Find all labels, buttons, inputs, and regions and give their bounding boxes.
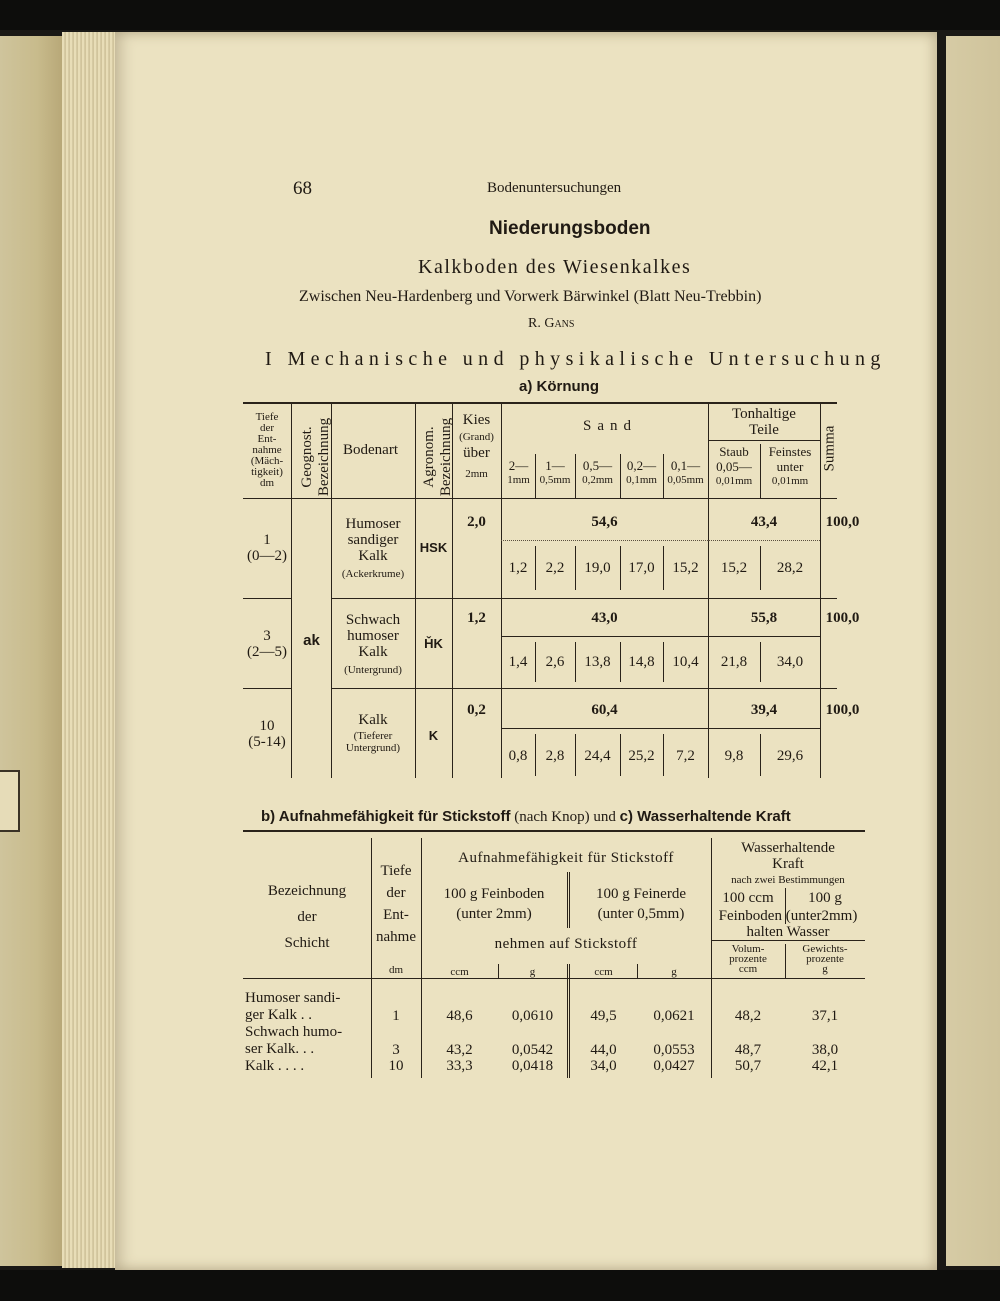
sand-value: 2,8 xyxy=(545,748,565,764)
table-row-label: Kalk . . . . xyxy=(245,1058,305,1074)
value-cell: 50,7 xyxy=(734,1058,762,1074)
vline xyxy=(291,402,292,778)
sand-col-5: 0,1— 0,05mm xyxy=(667,458,704,486)
value-cell: 38,0 xyxy=(811,1042,839,1058)
geognost-cell: ak xyxy=(303,632,320,649)
sand-value: 0,8 xyxy=(508,748,528,764)
author: R. Gans xyxy=(528,316,575,331)
kies-cell: 0,2 xyxy=(467,702,486,718)
feinboden-header: 100 g Feinboden (unter 2mm) xyxy=(443,886,545,922)
vline xyxy=(415,402,416,778)
soil-title: Kalkboden des Wiesenkalkes xyxy=(418,256,692,278)
wasser-halten: halten Wasser xyxy=(746,924,830,940)
sand-value: 1,4 xyxy=(508,654,528,670)
value-cell: 44,0 xyxy=(590,1042,617,1058)
wasser-100ccm: 100 ccm xyxy=(722,890,774,906)
tiefe-unit: dm xyxy=(388,964,404,976)
staub-cell: 9,8 xyxy=(724,748,744,764)
geognost-header: Geognost. Bezeichnung xyxy=(299,417,332,497)
value-cell: 0,0542 xyxy=(511,1042,554,1058)
summa-header: Summa xyxy=(821,425,838,472)
depth-header: Tiefe der Ent- nahme (Mäch- tigkeit) dm xyxy=(250,411,284,489)
value-cell: 0,0610 xyxy=(511,1008,554,1024)
table-row: 3 (2—5) xyxy=(247,628,287,660)
volum-header: Volum- prozente ccm xyxy=(729,943,767,975)
bookmark-tab xyxy=(0,770,20,832)
value-cell: 49,5 xyxy=(590,1008,617,1024)
sand-col-2: 1— 0,5mm xyxy=(539,458,571,486)
staub-header: Staub 0,05— 0,01mm xyxy=(715,444,753,487)
sand-col-3: 0,5— 0,2mm xyxy=(582,458,613,486)
hline xyxy=(331,688,837,689)
ton-total-cell: 55,8 xyxy=(750,610,778,626)
sand-value: 1,2 xyxy=(508,560,528,576)
unit-ccm: ccm xyxy=(450,966,469,978)
hline xyxy=(708,440,820,441)
wasser-header: Wasserhaltende Kraft xyxy=(741,840,835,872)
summa-cell: 100,0 xyxy=(825,610,860,626)
sand-value: 17,0 xyxy=(628,560,655,576)
value-cell: 0,0621 xyxy=(653,1008,695,1024)
location-line: Zwischen Neu-Hardenberg und Vorwerk Bärwinkel (Blatt Neu-Trebbin) xyxy=(299,288,762,305)
vline xyxy=(567,872,568,928)
value-cell: 48,2 xyxy=(734,1008,762,1024)
hline xyxy=(501,728,820,729)
summa-cell: 100,0 xyxy=(825,514,860,530)
value-cell: 0,0427 xyxy=(653,1058,695,1074)
right-page-edge xyxy=(946,36,1000,1266)
sand-value: 10,4 xyxy=(672,654,699,670)
hline xyxy=(243,598,292,599)
kies-cell: 1,2 xyxy=(467,610,486,626)
bodenart-cell: Humoser sandiger Kalk (Ackerkrume) xyxy=(341,516,405,580)
unit-g: g xyxy=(529,966,536,978)
sub-bc-heading: b) Aufnahmefähigkeit für Stickstoff (nach Knop) und c) Wasserhaltende Kraft xyxy=(261,808,791,825)
sand-value: 13,8 xyxy=(584,654,611,670)
table-row: 1 (0—2) xyxy=(247,532,287,564)
feinerde-header: 100 g Feinerde (unter 0,5mm) xyxy=(596,886,686,922)
sand-header: Sand xyxy=(583,418,637,434)
tiefe-cell: 3 xyxy=(392,1042,400,1058)
sub-a-heading: a) Körnung xyxy=(519,378,599,395)
hline xyxy=(243,688,292,689)
dotline xyxy=(501,540,708,541)
table-row: 10 (5-14) xyxy=(248,718,286,750)
page-stack xyxy=(62,32,116,1268)
wasser-100g: 100 g xyxy=(808,890,842,906)
agronom-cell: ȞK xyxy=(424,636,443,651)
sand-value: 25,2 xyxy=(628,748,655,764)
ton-total-cell: 39,4 xyxy=(750,702,778,718)
unit-ccm: ccm xyxy=(594,966,613,978)
feinstes-cell: 28,2 xyxy=(776,560,804,576)
nehmen-header: nehmen auf Stickstoff xyxy=(494,936,638,952)
agronom-cell: K xyxy=(428,728,439,743)
sand-total-cell: 54,6 xyxy=(591,514,618,530)
sand-value: 2,6 xyxy=(545,654,565,670)
value-cell: 43,2 xyxy=(446,1042,473,1058)
bodenart-cell: Kalk (Tieferer Untergrund) xyxy=(345,712,401,754)
hline xyxy=(501,636,820,637)
value-cell: 48,6 xyxy=(446,1008,473,1024)
agronom-cell: HSK xyxy=(419,540,448,555)
table-b-header-rule xyxy=(243,978,865,979)
running-head: Bodenuntersuchungen xyxy=(487,180,622,196)
value-cell: 34,0 xyxy=(590,1058,617,1074)
summa-cell: 100,0 xyxy=(825,702,860,718)
table-row-label: Schwach humo- ser Kalk. . . xyxy=(245,1024,343,1057)
page-number: 68 xyxy=(293,178,312,199)
feinstes-cell: 34,0 xyxy=(776,654,804,670)
gewicht-header: Gewichts- prozente g xyxy=(802,943,848,975)
bodenart-header: Bodenart xyxy=(343,442,398,458)
value-cell: 42,1 xyxy=(811,1058,839,1074)
value-cell: 37,1 xyxy=(811,1008,839,1024)
sand-value: 19,0 xyxy=(584,560,611,576)
value-cell: 33,3 xyxy=(446,1058,473,1074)
ton-total-cell: 43,4 xyxy=(750,514,778,530)
bodenart-cell: Schwach humoser Kalk (Untergrund) xyxy=(344,612,402,676)
wasser-note: nach zwei Bestimmungen xyxy=(731,874,845,886)
wasser-feinboden: Feinboden (unter2mm) xyxy=(718,908,858,924)
vline xyxy=(567,964,568,1078)
feinstes-cell: 29,6 xyxy=(776,748,804,764)
feinstes-header: Feinstes unter 0,01mm xyxy=(768,444,812,487)
sand-total-cell: 60,4 xyxy=(591,702,618,718)
table-b-top-rule xyxy=(243,830,865,832)
vline xyxy=(569,872,570,928)
tiefe-cell: 10 xyxy=(388,1058,404,1074)
bezeichnung-header: Bezeichnung der Schicht xyxy=(267,883,347,951)
unit-g: g xyxy=(671,966,677,978)
staub-cell: 21,8 xyxy=(720,654,748,670)
value-cell: 0,0553 xyxy=(653,1042,695,1058)
kies-cell: 2,0 xyxy=(467,514,486,530)
dotline xyxy=(708,540,820,541)
section-title: Niederungsboden xyxy=(489,218,651,239)
table-row-label: Humoser sandi- ger Kalk . . xyxy=(245,990,341,1023)
sand-col-1: 2— 1mm xyxy=(507,458,530,486)
ton-header: Tonhaltige Teile xyxy=(732,406,796,438)
page xyxy=(115,32,937,1270)
kies-header: Kies (Grand) über 2mm xyxy=(459,412,494,480)
sand-value: 14,8 xyxy=(628,654,655,670)
value-cell: 48,7 xyxy=(734,1042,762,1058)
tiefe-cell: 1 xyxy=(392,1008,400,1024)
left-page-edge xyxy=(0,36,62,1266)
sand-value: 7,2 xyxy=(676,748,695,764)
hline xyxy=(331,598,837,599)
sand-value: 15,2 xyxy=(672,560,699,576)
sand-value: 24,4 xyxy=(584,748,611,764)
value-cell: 0,0418 xyxy=(511,1058,554,1074)
sand-total-cell: 43,0 xyxy=(591,610,618,626)
sand-value: 2,2 xyxy=(545,560,565,576)
staub-cell: 15,2 xyxy=(720,560,748,576)
tiefe-header: Tiefe der Ent- nahme xyxy=(376,863,416,945)
part-title: I Mechanische und physikalische Untersuchung xyxy=(265,348,886,370)
agronom-header: Agronom. Bezeichnung xyxy=(421,417,454,497)
sand-col-4: 0,2— 0,1mm xyxy=(626,458,657,486)
aufnahme-header: Aufnahmefähigkeit für Stickstoff xyxy=(458,850,674,866)
